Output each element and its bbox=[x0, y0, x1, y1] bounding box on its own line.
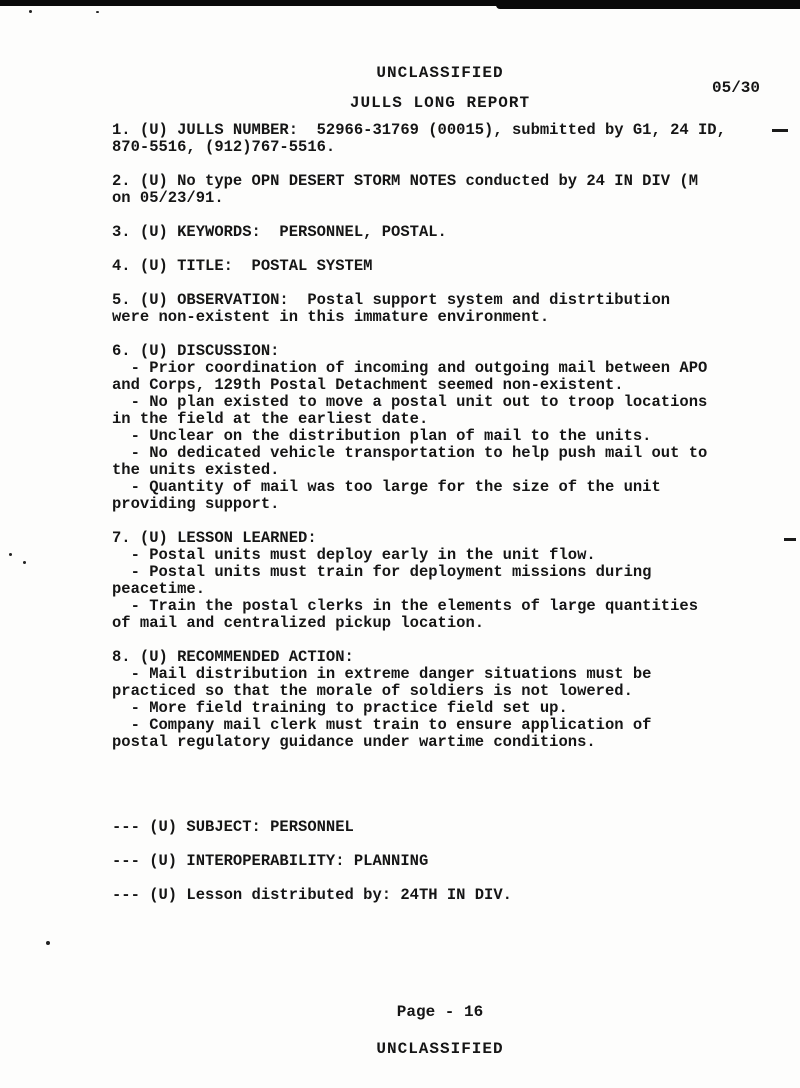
document-body bbox=[112, 122, 768, 904]
report-title: JULLS LONG REPORT bbox=[349, 94, 531, 112]
document-line: - Prior coordination of incoming and outgoing mail between APO bbox=[112, 359, 708, 377]
document-line: 4. (U) TITLE: POSTAL SYSTEM bbox=[112, 257, 373, 275]
document-line: - No plan existed to move a postal unit out to troop locations bbox=[112, 393, 708, 411]
document-line: peacetime. bbox=[112, 580, 206, 598]
document-line: 5. (U) OBSERVATION: Postal support system and distrtibution bbox=[112, 291, 671, 309]
document-line: of mail and centralized pickup location. bbox=[112, 614, 485, 632]
document-line bbox=[112, 513, 768, 530]
document-line bbox=[112, 207, 768, 224]
document-line: --- (U) Lesson distributed by: 24TH IN DIV. bbox=[112, 886, 512, 904]
classification-footer: UNCLASSIFIED bbox=[376, 1040, 504, 1058]
document-content bbox=[112, 0, 768, 1088]
document-line: - Unclear on the distribution plan of mail to the units. bbox=[112, 427, 652, 445]
date-stamp: 05/30 bbox=[711, 79, 760, 97]
scan-artifact-dash bbox=[772, 129, 788, 132]
document-line: 870-5516, (912)767-5516. bbox=[112, 138, 336, 156]
document-line: postal regulatory guidance under wartime conditions. bbox=[112, 733, 596, 751]
document-line bbox=[112, 870, 768, 887]
document-line bbox=[112, 785, 768, 802]
classification-header: UNCLASSIFIED bbox=[376, 64, 504, 82]
document-line: - Postal units must train for deployment missions during bbox=[112, 563, 652, 581]
document-line: - Postal units must deploy early in the unit flow. bbox=[112, 546, 596, 564]
document-line: on 05/23/91. bbox=[112, 189, 224, 207]
document-line: - Mail distribution in extreme danger situations must be bbox=[112, 665, 652, 683]
scan-artifact-dot bbox=[96, 11, 99, 13]
document-line: the units existed. bbox=[112, 461, 280, 479]
document-line: 8. (U) RECOMMENDED ACTION: bbox=[112, 648, 354, 666]
document-line bbox=[112, 326, 768, 343]
document-line bbox=[112, 836, 768, 853]
document-line: 1. (U) JULLS NUMBER: 52966-31769 (00015), submitted by G1, 24 ID, bbox=[112, 121, 726, 139]
document-line: - Train the postal clerks in the elements of large quantities bbox=[112, 597, 698, 615]
document-line bbox=[112, 156, 768, 173]
document-line: 6. (U) DISCUSSION: bbox=[112, 342, 280, 360]
document-line: - Quantity of mail was too large for the size of the unit bbox=[112, 478, 661, 496]
document-line bbox=[112, 632, 768, 649]
document-line bbox=[112, 275, 768, 292]
document-line bbox=[112, 751, 768, 768]
document-line bbox=[112, 241, 768, 258]
document-line: providing support. bbox=[112, 495, 280, 513]
scan-artifact-dot bbox=[23, 561, 26, 564]
scan-artifact-dot bbox=[9, 553, 12, 556]
document-line: 7. (U) LESSON LEARNED: bbox=[112, 529, 317, 547]
document-line: - More field training to practice field set up. bbox=[112, 699, 568, 717]
page-number: Page - 16 bbox=[396, 1003, 484, 1021]
document-line bbox=[112, 802, 768, 819]
document-line: --- (U) SUBJECT: PERSONNEL bbox=[112, 818, 354, 836]
scan-artifact-dash bbox=[784, 538, 796, 541]
document-line: - No dedicated vehicle transportation to help push mail out to bbox=[112, 444, 708, 462]
document-line: 3. (U) KEYWORDS: PERSONNEL, POSTAL. bbox=[112, 223, 447, 241]
document-line: 2. (U) No type OPN DESERT STORM NOTES conducted by 24 IN DIV (M bbox=[112, 172, 698, 190]
document-line: - Company mail clerk must train to ensure application of bbox=[112, 716, 652, 734]
document-line: in the field at the earliest date. bbox=[112, 410, 429, 428]
scan-artifact-dot bbox=[29, 10, 32, 13]
document-line: --- (U) INTEROPERABILITY: PLANNING bbox=[112, 852, 429, 870]
document-line: and Corps, 129th Postal Detachment seemed non-existent. bbox=[112, 376, 624, 394]
document-line: were non-existent in this immature environment. bbox=[112, 308, 550, 326]
document-line: practiced so that the morale of soldiers is not lowered. bbox=[112, 682, 633, 700]
document-line bbox=[112, 768, 768, 785]
scan-artifact-dot bbox=[46, 941, 50, 945]
